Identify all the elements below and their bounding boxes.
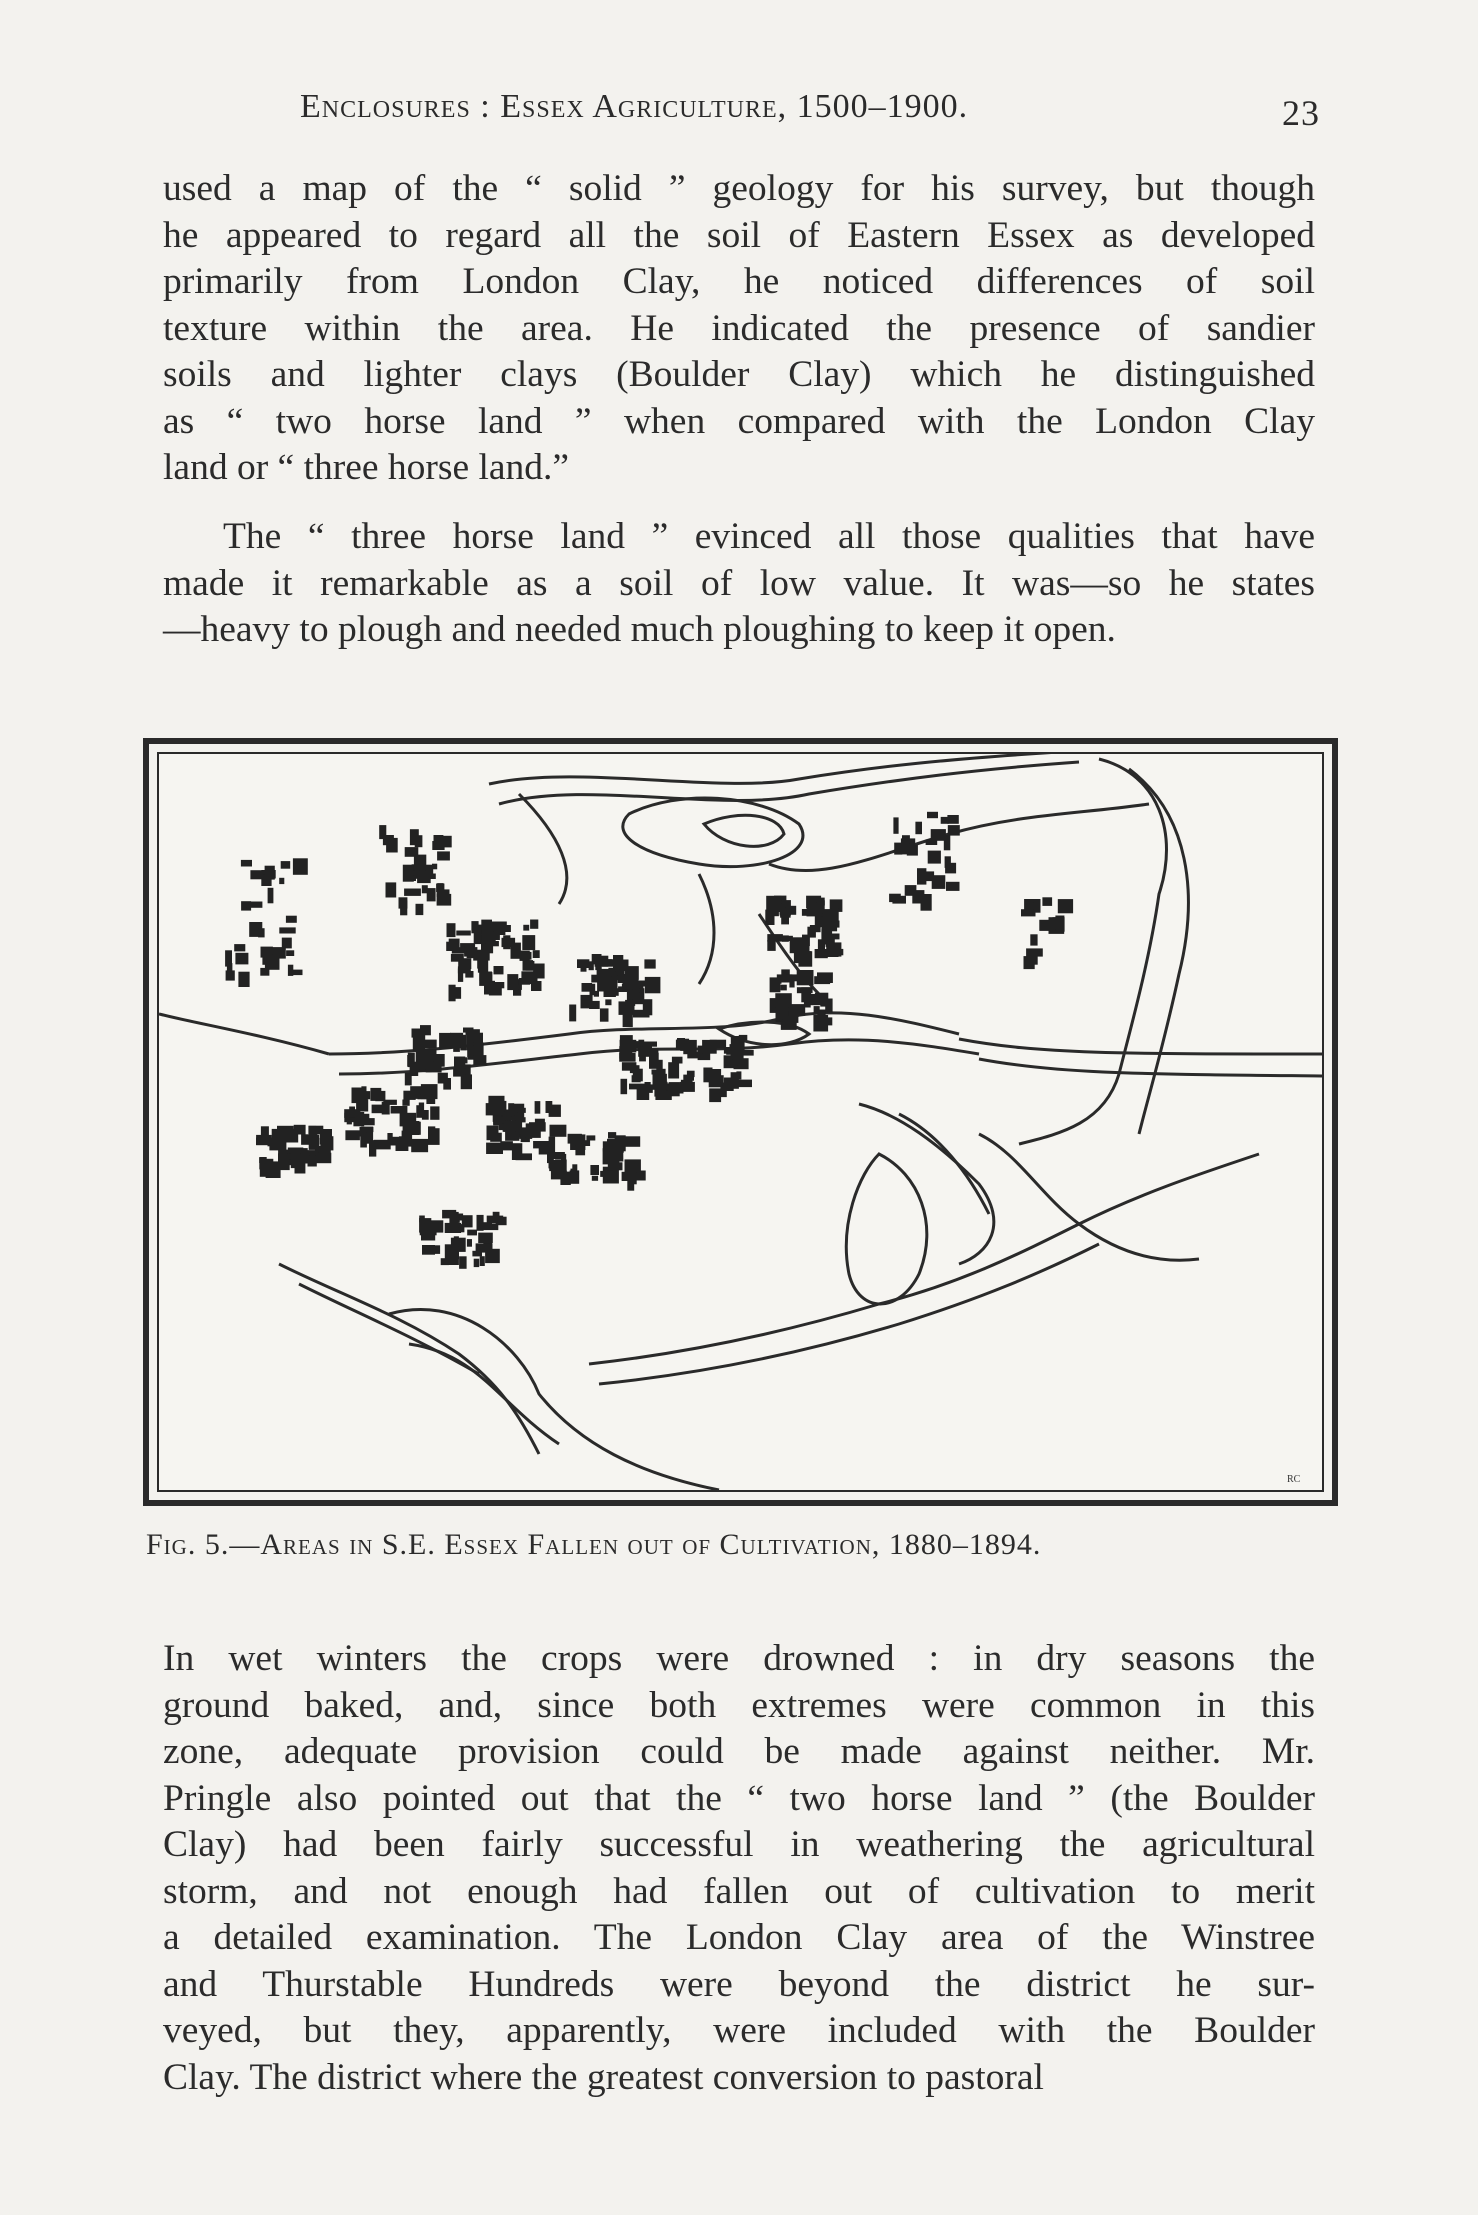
fallen-land-block	[818, 939, 825, 952]
fallen-land-block	[894, 843, 902, 855]
fallen-land-block	[442, 1210, 456, 1219]
fallen-land-block	[683, 1075, 694, 1081]
fallen-land-block	[1055, 916, 1064, 930]
fallen-land-block	[439, 1033, 451, 1049]
fallen-land-block	[420, 1049, 436, 1058]
text-line: zone, adequate provision could be made against neither. Mr.	[163, 1731, 1315, 1772]
fallen-land-block	[405, 1073, 412, 1086]
page-number: 23	[1282, 93, 1320, 133]
fallen-land-block	[516, 1153, 533, 1160]
fallen-land-block	[782, 935, 789, 941]
fallen-land-block	[921, 894, 932, 911]
fallen-land-blocks	[225, 812, 1073, 1269]
fallen-land-block	[1039, 920, 1055, 931]
fallen-land-block	[428, 1126, 435, 1136]
fallen-land-block	[448, 1249, 459, 1265]
fallen-land-block	[268, 888, 274, 904]
fallen-land-block	[549, 1105, 561, 1117]
text-line: Clay) had been fairly successful in weathering the agricultural	[163, 1824, 1315, 1865]
fallen-land-block	[259, 1158, 265, 1163]
fallen-land-block	[622, 1062, 637, 1071]
fallen-land-block	[608, 1132, 616, 1138]
fallen-land-block	[476, 935, 482, 944]
fallen-land-block	[731, 1072, 739, 1089]
fallen-land-block	[710, 1040, 726, 1049]
fallen-land-block	[466, 1029, 480, 1035]
fallen-land-block	[415, 835, 423, 847]
fallen-land-block	[517, 1108, 526, 1113]
fallen-land-block	[526, 961, 535, 971]
text-line: and Thurstable Hundreds were beyond the district he sur-	[163, 1963, 1315, 2005]
fallen-land-block	[902, 835, 910, 844]
running-head	[300, 88, 1320, 138]
fallen-land-block	[945, 856, 951, 868]
fallen-land-block	[766, 896, 781, 912]
fallen-land-block	[533, 964, 545, 979]
fallen-land-block	[405, 876, 416, 881]
fallen-land-block	[495, 925, 511, 932]
text-line: primarily from London Clay, he noticed differences of soil	[163, 261, 1315, 302]
fallen-land-block	[473, 1055, 486, 1065]
fallen-land-block	[523, 925, 529, 931]
fallen-land-block	[461, 1074, 472, 1089]
fallen-land-block	[246, 902, 262, 908]
fallen-land-block	[720, 1083, 726, 1098]
fallen-land-block	[269, 1140, 286, 1150]
text-line: texture within the area. He indicated the presence of sandier	[163, 307, 1315, 349]
fallen-land-block	[235, 953, 248, 965]
text-line: The “ three horse land ” evinced all those qualities that have	[223, 516, 1315, 557]
fallen-land-block	[932, 875, 946, 889]
fallen-land-block	[316, 1153, 331, 1164]
fallen-land-block	[737, 1080, 752, 1088]
fallen-land-block	[931, 829, 946, 841]
fallen-land-block	[412, 1029, 423, 1038]
fallen-land-block	[507, 974, 518, 990]
fallen-land-block	[625, 1000, 635, 1006]
paragraph-2	[163, 514, 1315, 654]
fallen-land-block	[309, 1138, 320, 1150]
fallen-land-block	[549, 1137, 556, 1154]
fallen-land-block	[508, 1103, 514, 1116]
fallen-land-block	[403, 1091, 415, 1100]
fallen-land-block	[476, 1243, 493, 1252]
fallen-land-block	[767, 940, 775, 951]
text-line: In wet winters the crops were drowned : in dry seasons the	[163, 1638, 1315, 1679]
fallen-land-block	[494, 966, 504, 974]
fallen-land-block	[520, 951, 530, 961]
fallen-land-block	[633, 1010, 650, 1018]
running-title: Enclosures : Essex Agriculture, 1500–1900.	[300, 88, 969, 125]
fallen-land-block	[650, 1061, 663, 1068]
fallen-land-block	[471, 921, 478, 933]
fallen-land-block	[631, 1172, 637, 1184]
fallen-land-block	[488, 1096, 504, 1110]
fallen-land-block	[814, 976, 830, 984]
fallen-land-block	[293, 858, 308, 875]
fallen-land-block	[602, 977, 617, 992]
artist-signature: RC	[1287, 1474, 1301, 1485]
fallen-land-block	[459, 1256, 467, 1269]
text-line: storm, and not enough had fallen out of cultivation to merit	[163, 1870, 1315, 1912]
fallen-land-block	[619, 960, 628, 970]
fallen-land-block	[570, 1170, 580, 1183]
fallen-land-block	[408, 1053, 415, 1067]
fallen-land-block	[777, 974, 793, 982]
fallen-land-block	[709, 1088, 721, 1102]
fallen-land-block	[234, 944, 245, 951]
fallen-land-block	[707, 1076, 721, 1083]
fallen-land-block	[494, 982, 505, 988]
fallen-land-block	[487, 1126, 499, 1141]
fallen-land-block	[422, 1110, 429, 1120]
fallen-land-block	[461, 1057, 467, 1063]
fallen-land-block	[492, 941, 499, 946]
fallen-land-block	[484, 981, 495, 995]
fallen-land-block	[947, 815, 958, 824]
fallen-land-block	[809, 994, 823, 1005]
fallen-land-block	[780, 985, 786, 991]
fallen-land-block	[286, 916, 297, 923]
fallen-land-block	[375, 1091, 385, 1101]
fallen-land-block	[480, 1256, 485, 1266]
fallen-land-block	[414, 855, 426, 871]
fallen-land-block	[655, 1073, 662, 1087]
fallen-land-block	[261, 875, 271, 886]
text-line: as “ two horse land ” when compared with the London Clay	[163, 400, 1315, 442]
fallen-land-block	[731, 1036, 745, 1051]
fallen-land-block	[621, 1079, 628, 1094]
fallen-land-block	[419, 1218, 431, 1233]
figure-caption: Fig. 5.—Areas in S.E. Essex Fallen out of Cultivation, 1880–1894.	[146, 1528, 1042, 1561]
fallen-land-block	[595, 956, 609, 967]
map-illustration	[159, 754, 1322, 1490]
fallen-land-block	[589, 1001, 600, 1009]
fallen-land-block	[241, 860, 252, 867]
fallen-land-block	[531, 981, 542, 991]
fallen-land-block	[767, 934, 783, 942]
fallen-land-block	[927, 812, 938, 818]
text-line: made it remarkable as a soil of low value. It was—so he states	[163, 562, 1315, 604]
fallen-land-block	[436, 884, 444, 893]
fallen-land-block	[429, 1245, 441, 1254]
fallen-land-block	[1030, 934, 1037, 945]
fallen-land-block	[278, 1153, 290, 1170]
fallen-land-block	[291, 1153, 300, 1169]
fallen-land-block	[550, 1125, 567, 1137]
fallen-land-block	[948, 825, 960, 836]
fallen-land-block	[443, 1078, 451, 1090]
text-line: a detailed examination. The London Clay area of the Winstree	[163, 1917, 1315, 1958]
figure-map	[143, 738, 1338, 1506]
fallen-land-block	[794, 951, 811, 963]
fallen-land-block	[391, 1106, 408, 1114]
fallen-land-block	[454, 1236, 459, 1247]
fallen-land-block	[238, 972, 249, 987]
fallen-land-block	[417, 1089, 432, 1094]
fallen-land-block	[427, 888, 436, 901]
fallen-land-block	[1042, 897, 1052, 906]
fallen-land-block	[458, 966, 471, 973]
fallen-land-block	[928, 851, 941, 864]
text-line: —heavy to plough and needed much ploughing to keep it open.	[163, 609, 1116, 650]
fallen-land-block	[633, 988, 640, 1000]
fallen-land-block	[547, 1153, 554, 1163]
fallen-land-block	[451, 987, 461, 999]
fallen-land-block	[503, 935, 510, 949]
fallen-land-block	[605, 999, 611, 1005]
fallen-land-block	[308, 1156, 317, 1167]
fallen-land-block	[575, 1145, 585, 1155]
fallen-land-block	[572, 1135, 580, 1141]
fallen-land-block	[406, 1122, 421, 1135]
fallen-land-block	[668, 1062, 679, 1078]
fallen-land-block	[282, 938, 292, 949]
fallen-land-block	[405, 847, 419, 857]
fallen-land-block	[915, 822, 922, 835]
fallen-land-block	[464, 946, 474, 951]
fallen-land-block	[590, 984, 596, 995]
fallen-land-block	[474, 1259, 480, 1267]
fallen-land-block	[466, 1034, 473, 1051]
text-line: land or “ three horse land.”	[163, 447, 570, 488]
fallen-land-block	[400, 900, 407, 915]
fallen-land-block	[477, 952, 483, 969]
fallen-land-block	[467, 1230, 477, 1236]
fallen-land-block	[600, 1008, 609, 1021]
fallen-land-block	[456, 931, 471, 936]
fallen-land-block	[294, 1125, 306, 1135]
fallen-land-block	[500, 1141, 513, 1150]
text-line: Pringle also pointed out that the “ two horse land ” (the Boulder	[163, 1777, 1315, 1819]
fallen-land-block	[519, 978, 530, 985]
fallen-land-block	[600, 1171, 613, 1177]
fallen-land-block	[281, 861, 291, 869]
fallen-land-block	[258, 928, 265, 937]
fallen-land-block	[292, 970, 302, 976]
text-line: ground baked, and, since both extremes were common in this	[163, 1684, 1315, 1726]
text-line: he appeared to regard all the soil of Eastern Essex as developed	[163, 214, 1315, 256]
fallen-land-block	[889, 894, 901, 902]
fallen-land-block	[362, 1093, 368, 1100]
fallen-land-block	[530, 920, 538, 929]
fallen-land-block	[411, 1139, 428, 1152]
fallen-land-block	[487, 1216, 504, 1223]
fallen-land-block	[946, 882, 960, 891]
text-line: veyed, but they, apparently, were included with the Boulder	[163, 2010, 1315, 2051]
fallen-land-block	[345, 1130, 360, 1140]
fallen-land-block	[453, 1036, 460, 1052]
fallen-land-block	[623, 1012, 633, 1028]
fallen-land-block	[374, 1140, 391, 1150]
fallen-land-block	[817, 900, 825, 905]
fallen-land-block	[404, 889, 421, 896]
fallen-land-block	[286, 950, 294, 956]
fallen-land-block	[625, 1136, 640, 1147]
fallen-land-block	[560, 1172, 570, 1185]
text-line: soils and lighter clays (Boulder Clay) which he distinguished	[163, 354, 1315, 395]
fallen-land-block	[667, 1083, 683, 1093]
fallen-land-block	[503, 1121, 516, 1132]
fallen-land-block	[535, 1101, 541, 1114]
fallen-land-block	[790, 937, 807, 953]
fallen-land-block	[478, 1222, 492, 1229]
fallen-land-block	[467, 1239, 472, 1247]
fallen-land-block	[279, 927, 295, 933]
fallen-land-block	[641, 1084, 653, 1093]
fallen-land-block	[829, 934, 840, 940]
paragraph-1	[163, 166, 1315, 492]
fallen-land-block	[608, 1162, 623, 1170]
fallen-land-block	[422, 885, 428, 893]
fallen-land-block	[1026, 948, 1043, 956]
fallen-land-block	[522, 935, 535, 950]
fallen-land-block	[893, 817, 898, 833]
fallen-land-block	[782, 1018, 795, 1029]
fallen-land-block	[826, 939, 835, 947]
fallen-land-block	[349, 1107, 355, 1118]
fallen-land-block	[569, 1005, 576, 1022]
fallen-land-block	[581, 963, 587, 972]
fallen-land-block	[941, 817, 949, 824]
fallen-land-block	[609, 1148, 623, 1161]
fallen-land-block	[516, 1117, 526, 1122]
fallen-land-block	[359, 1131, 366, 1137]
fallen-land-block	[432, 864, 437, 870]
fallen-land-block	[590, 1165, 599, 1175]
text-line: used a map of the “ solid ” geology for his survey, but though	[163, 168, 1315, 209]
fallen-land-block	[683, 1040, 697, 1054]
fallen-land-block	[386, 882, 397, 897]
fallen-land-block	[905, 885, 917, 896]
fallen-land-block	[619, 1046, 632, 1058]
fallen-land-block	[1025, 902, 1034, 910]
fallen-land-block	[256, 1135, 272, 1145]
fallen-land-block	[460, 1035, 466, 1051]
fallen-land-block	[1058, 899, 1073, 913]
fallen-land-block	[422, 1040, 437, 1048]
fallen-land-block	[402, 1100, 409, 1106]
fallen-land-block	[561, 1154, 566, 1162]
fallen-land-block	[426, 1062, 442, 1073]
fallen-land-block	[430, 1106, 439, 1119]
fallen-land-block	[390, 1137, 403, 1146]
map-panel	[157, 752, 1324, 1492]
paragraph-3	[163, 1636, 1315, 2101]
fallen-land-block	[288, 965, 293, 976]
fallen-land-block	[478, 1233, 493, 1244]
fallen-land-block	[586, 1135, 595, 1140]
fallen-land-block	[447, 923, 456, 937]
fallen-land-block	[533, 950, 540, 958]
fallen-land-block	[644, 959, 655, 968]
fallen-land-block	[379, 825, 386, 839]
fallen-land-block	[320, 1129, 332, 1144]
fallen-land-block	[823, 909, 834, 921]
fallen-land-block	[364, 1139, 369, 1144]
fallen-land-block	[279, 878, 284, 884]
fallen-land-block	[439, 836, 452, 848]
fallen-land-block	[437, 851, 450, 860]
fallen-land-block	[608, 1140, 616, 1145]
fallen-land-block	[819, 1017, 833, 1025]
fallen-land-block	[416, 904, 424, 915]
fallen-land-block	[640, 1042, 657, 1047]
fallen-land-block	[372, 1105, 386, 1114]
fallen-land-block	[810, 925, 821, 932]
fallen-land-block	[526, 1123, 541, 1138]
coastline-outlines	[159, 754, 1322, 1490]
text-line: Clay. The district where the greatest conversion to pastoral	[163, 2056, 1044, 2098]
fallen-land-block	[789, 1004, 805, 1016]
fallen-land-block	[917, 868, 926, 884]
fallen-land-block	[225, 950, 232, 966]
fallen-land-block	[592, 1176, 598, 1181]
fallen-land-block	[265, 955, 280, 970]
